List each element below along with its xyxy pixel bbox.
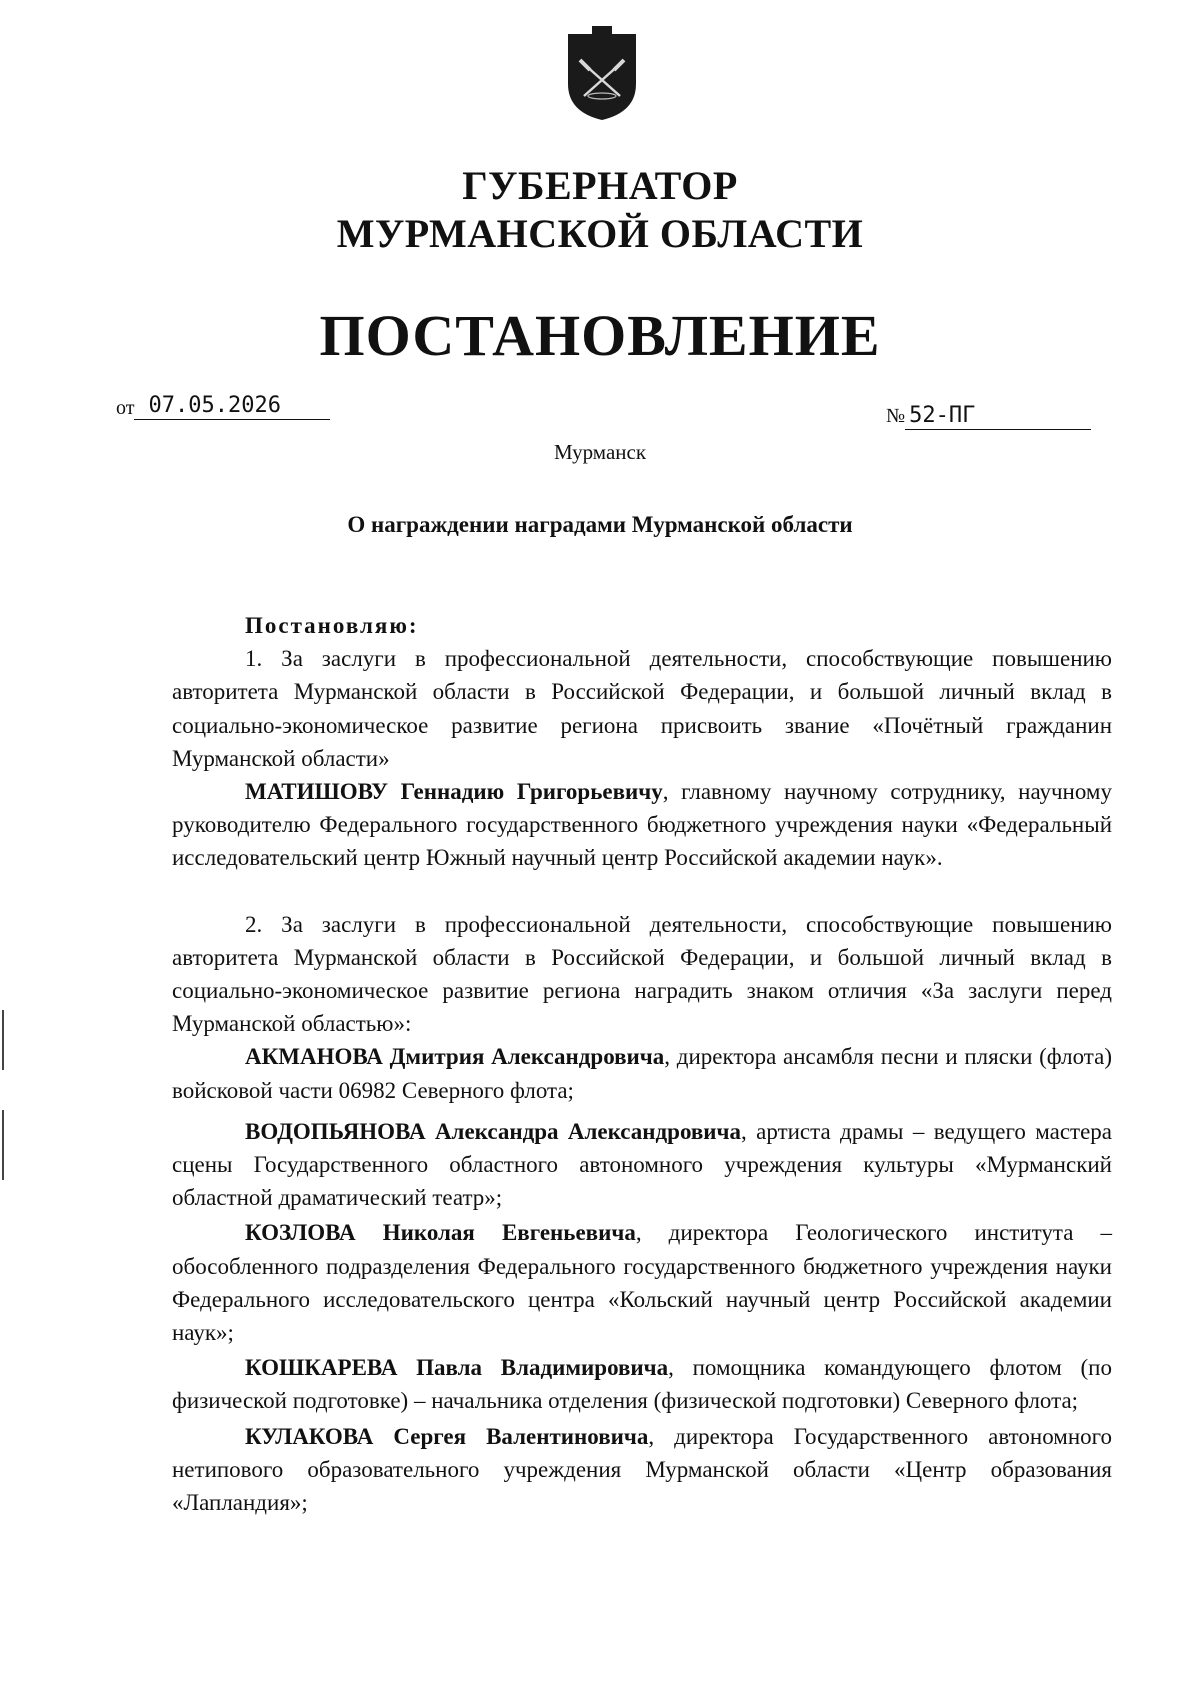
awardee-name: АКМАНОВА Дмитрия Александровича bbox=[245, 1044, 665, 1070]
section-2-intro: 2. За заслуги в профессиональной деятельности, способствующие повышению авторитета Мурманской области в Российской Федерации, и большой личный вклад в социально-экономическое развитие региона наградить знаком отличия «За заслуги перед Мурманской областью»: bbox=[172, 911, 1112, 1037]
decree-word: Постановляю: bbox=[245, 613, 419, 638]
awardee-description: , директора ансамбля песни и пляски (флота) войсковой части 06982 Северного флота; bbox=[172, 1044, 1112, 1103]
awardee-description: , помощника командующего флотом (по физической подготовке) – начальника отделения (физической подготовки) Северного флота; bbox=[172, 1355, 1112, 1414]
awardee-description: , директора Государственного автономного нетипового образовательного учреждения Мурманской области «Центр образования «Лапландия»; bbox=[172, 1423, 1112, 1516]
section-2-awardee bbox=[172, 1351, 1112, 1417]
awardee-description: , главному научному сотруднику, научному руководителю Федерального государственного бюджетного учреждения науки «Федеральный исследовательский центр Южный научный центр Российской академии наук». bbox=[172, 779, 1112, 871]
section-2-awardee bbox=[172, 1420, 1112, 1520]
awardee-name: КОШКАРЕВА Павла Владимировича bbox=[245, 1355, 669, 1381]
section-2-awardee bbox=[172, 1040, 1112, 1106]
awardee-name: КОЗЛОВА Николая Евгеньевича bbox=[245, 1220, 636, 1246]
date-field bbox=[116, 393, 330, 420]
issuer-line-1: ГУБЕРНАТОР bbox=[462, 163, 738, 208]
issuer-line-2: МУРМАНСКОЙ ОБЛАСТИ bbox=[336, 211, 864, 256]
document-body bbox=[172, 609, 1112, 1519]
section-1-intro: 1. За заслуги в профессиональной деятельности, способствующие повышению авторитета Мурманской области в Российской Федерации, и большой личный вклад в социально-экономическое развитие региона присвоить звание «Почётный гражданин Мурманской области» bbox=[172, 646, 1112, 771]
scan-margin-mark bbox=[2, 1010, 4, 1070]
date-prefix: от bbox=[116, 397, 135, 419]
awardee-name: КУЛАКОВА Сергея Валентиновича bbox=[245, 1423, 649, 1449]
section-2-awardee bbox=[172, 1115, 1112, 1215]
date-value: 07.05.2026 bbox=[134, 393, 330, 420]
scan-margin-mark bbox=[2, 1110, 4, 1180]
section-2-awardee bbox=[172, 1216, 1112, 1349]
awardee-name: ВОДОПЬЯНОВА Александра Александровича bbox=[245, 1118, 742, 1144]
number-field bbox=[886, 403, 1091, 430]
city: Мурманск bbox=[553, 440, 647, 464]
document-type: ПОСТАНОВЛЕНИЕ bbox=[319, 303, 881, 368]
number-prefix: № bbox=[886, 405, 906, 427]
document-subject: О награждении наградами Мурманской области bbox=[347, 512, 853, 537]
awardee-description: , артиста драмы – ведущего мастера сцены Государственного областного автономного учреждения культуры «Мурманский областной драматический театр»; bbox=[172, 1118, 1112, 1211]
section-1-awardee bbox=[172, 775, 1112, 875]
awardee-description: , директора Геологического института – обособленного подразделения Федерального государственного бюджетного учреждения науки Федерального исследовательского центра «Кольский научный центр Российской академии наук»; bbox=[172, 1220, 1112, 1346]
number-value: 52-ПГ bbox=[905, 403, 1091, 430]
awardee-name: МАТИШОВУ Геннадию Григорьевичу bbox=[245, 779, 663, 805]
coat-of-arms-icon bbox=[562, 24, 642, 124]
